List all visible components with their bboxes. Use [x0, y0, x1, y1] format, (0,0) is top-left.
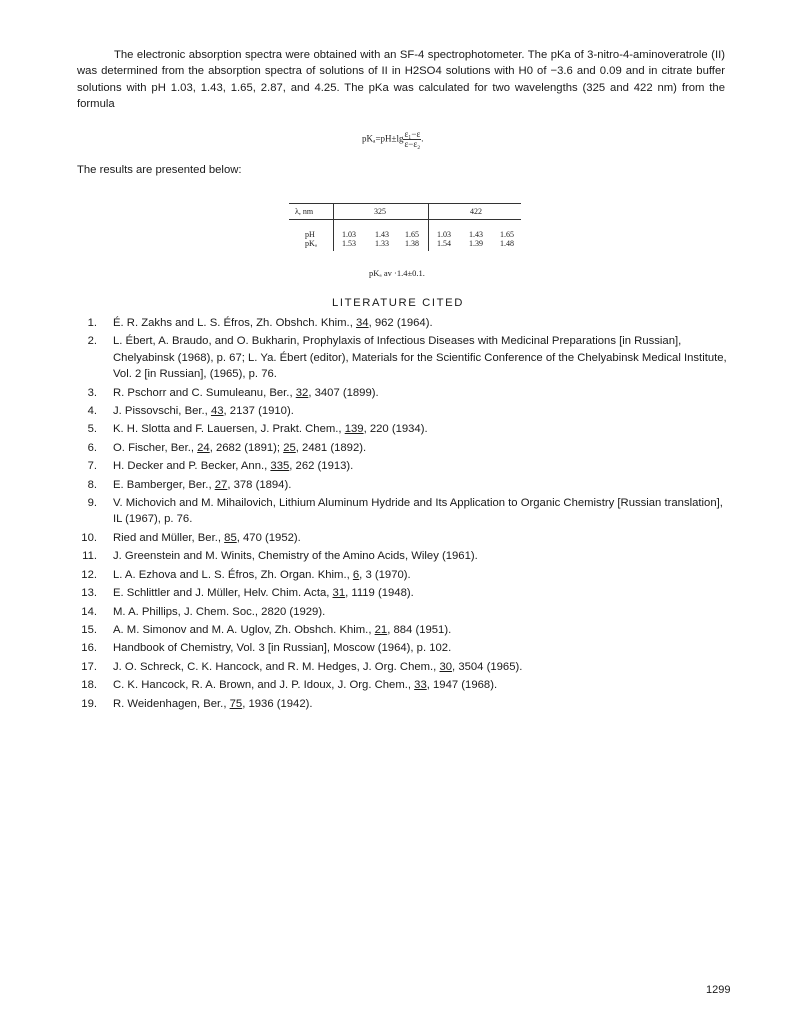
- reference-text: , 962 (1964).: [368, 317, 433, 329]
- table-cell: 1.65: [500, 230, 514, 239]
- table-cell: 1.43: [375, 230, 389, 239]
- reference-text: Handbook of Chemistry, Vol. 3 [in Russian], Moscow (1964), p. 102.: [113, 642, 452, 655]
- reference-number: 1.: [87, 317, 97, 329]
- table-cell: 1.03: [342, 230, 356, 239]
- reference-list: [77, 315, 727, 714]
- reference-number: 18.: [81, 679, 97, 692]
- reference-number: 13.: [81, 587, 97, 600]
- reference-item: [77, 530, 727, 546]
- reference-volume: 24: [197, 441, 210, 454]
- reference-item: [77, 585, 727, 601]
- reference-item: [77, 640, 727, 656]
- reference-text: Ried and Müller, Ber.,: [113, 531, 225, 544]
- reference-item: [77, 677, 727, 693]
- reference-number: 11.: [82, 550, 97, 563]
- reference-text: , 1947 (1968).: [426, 679, 498, 692]
- reference-item: [77, 458, 727, 474]
- reference-text: R. Weidenhagen, Ber.,: [113, 697, 230, 710]
- table-wavelength-divider: [428, 203, 429, 251]
- reference-text: , 3504 (1965).: [452, 660, 523, 673]
- page-number: 1299: [706, 984, 731, 996]
- reference-number: 16.: [81, 642, 97, 655]
- reference-text: E. Schlittler and J. Müller, Helv. Chim. Acta,: [113, 587, 333, 600]
- table-row-label-ph: pH: [305, 230, 315, 239]
- reference-text: , 2481 (1892).: [295, 441, 367, 454]
- reference-item: [77, 495, 727, 528]
- reference-text: É. R. Zakhs and L. S. Éfros, Zh. Obshch. Khim.,: [113, 317, 356, 329]
- reference-volume: 34: [355, 317, 369, 329]
- reference-text: , 220 (1934).: [363, 423, 428, 436]
- formula-numerator: ε₁−ε: [404, 129, 421, 139]
- reference-item: [77, 333, 727, 382]
- reference-item: [77, 567, 727, 583]
- reference-number: 12.: [81, 568, 97, 581]
- reference-text: A. M. Simonov and M. A. Uglov, Zh. Obshch. Khim.,: [113, 623, 375, 636]
- reference-text: , 470 (1952).: [236, 531, 301, 544]
- reference-volume: 75: [229, 697, 243, 710]
- table-cell: 1.43: [469, 230, 483, 239]
- formula-lhs: pKₐ=pH±lg: [362, 133, 404, 144]
- reference-volume: 139: [344, 423, 364, 436]
- reference-volume: 31: [332, 587, 346, 600]
- reference-volume: 85: [224, 531, 237, 544]
- reference-text: , 1119 (1948).: [345, 587, 414, 600]
- reference-item: [77, 622, 727, 638]
- table-cell: 1.65: [405, 230, 419, 239]
- reference-text: V. Michovich and M. Mihailovich, Lithium Aluminum Hydride and Its Application to Organic Chemistry [Russian translation], IL (1967), p. 76.: [113, 497, 723, 526]
- reference-text: L. Ébert, A. Braudo, and O. Bukharin, Prophylaxis of Infectious Diseases with Medicinal Preparations [in Russian], Chelyabinsk (1968), p. 67; L. Ya. Ébert (editor), Materials for the Scientific Conference of the Chelyabinsk Medical Institute, Vol. 2 [in Russian], (1965), p. 76.: [113, 335, 727, 381]
- table-cell: 1.39: [469, 239, 483, 248]
- reference-volume: 25: [283, 441, 296, 454]
- reference-item: [77, 659, 727, 675]
- reference-item: [77, 548, 727, 564]
- reference-item: [77, 385, 727, 401]
- reference-volume: 32: [295, 386, 309, 399]
- reference-number: 9.: [87, 497, 97, 510]
- formula-fraction: [403, 129, 424, 149]
- reference-number: 7.: [87, 460, 97, 473]
- reference-number: 8.: [87, 478, 97, 491]
- table-cell: 1.03: [437, 230, 451, 239]
- reference-text: , 378 (1894).: [227, 478, 292, 491]
- reference-text: E. Bamberger, Ber.,: [113, 478, 215, 491]
- table-cell: 1.48: [500, 239, 514, 248]
- reference-text: , 1936 (1942).: [242, 697, 313, 710]
- reference-number: 10.: [81, 531, 97, 544]
- reference-text: C. K. Hancock, R. A. Brown, and J. P. Idoux, J. Org. Chem.,: [113, 679, 415, 692]
- reference-text: , 262 (1913).: [289, 460, 354, 473]
- table-top-rule: [289, 203, 521, 204]
- reference-item: [77, 604, 727, 620]
- table-row-label-pka: pKₐ: [305, 239, 317, 248]
- table-cell: 1.33: [375, 239, 389, 248]
- average-pka: pKₐ av ·1.4±0.1.: [369, 268, 425, 278]
- reference-number: 15.: [81, 623, 97, 636]
- reference-text: J. O. Schreck, C. K. Hancock, and R. M. Hedges, J. Org. Chem.,: [113, 660, 440, 673]
- reference-item: [77, 440, 727, 456]
- reference-text: J. Greenstein and M. Winits, Chemistry of the Amino Acids, Wiley (1961).: [113, 550, 478, 563]
- reference-volume: 27: [214, 478, 228, 491]
- reference-number: 3.: [87, 386, 97, 399]
- table-header-rule: [289, 219, 521, 220]
- reference-text: , 2682 (1891);: [209, 441, 284, 454]
- table-cell: 1.38: [405, 239, 419, 248]
- pka-formula: [362, 130, 482, 149]
- reference-number: 5.: [87, 423, 97, 436]
- table-wavelength-422: 422: [470, 207, 482, 216]
- reference-volume: 6: [352, 568, 360, 581]
- reference-text: O. Fischer, Ber.,: [113, 441, 198, 454]
- formula-trailing: .: [421, 133, 424, 144]
- results-intro: The results are presented below:: [77, 164, 242, 176]
- reference-item: [77, 477, 727, 493]
- reference-number: 6.: [87, 441, 97, 454]
- reference-text: R. Pschorr and C. Sumuleanu, Ber.,: [113, 386, 296, 399]
- reference-text: L. A. Ezhova and L. S. Éfros, Zh. Organ. Khim.,: [113, 568, 353, 581]
- literature-heading: LITERATURE CITED: [331, 297, 465, 309]
- reference-text: K. H. Slotta and F. Lauersen, J. Prakt. Chem.,: [113, 423, 345, 436]
- reference-text: H. Decker and P. Becker, Ann.,: [113, 460, 271, 473]
- reference-item: [77, 315, 727, 331]
- reference-text: , 3 (1970).: [359, 568, 411, 581]
- reference-volume: 43: [210, 405, 224, 418]
- reference-volume: 30: [439, 660, 453, 673]
- reference-volume: 33: [414, 679, 427, 692]
- reference-number: 17.: [81, 660, 97, 673]
- table-header-label: λ, nm: [295, 207, 314, 216]
- reference-item: [77, 421, 727, 437]
- reference-text: , 884 (1951).: [387, 623, 452, 636]
- intro-paragraph: The electronic absorption spectra were obtained with an SF-4 spectrophotometer. The pKa of 3-nitro-4-aminoveratrole (II) was determined from the absorption spectra of solutions of II in H2SO4 solutions with H0 of −3.6 and 0.09 and in citrate buffer solutions with pH 1.03, 1.43, 1.65, 2.87, and 4.25. The pKa was calculated for two wavelengths (325 and 422 nm) from the formula: [77, 49, 725, 111]
- formula-denominator: ε−ε₂: [404, 139, 421, 149]
- reference-number: 14.: [81, 605, 97, 618]
- reference-number: 19.: [81, 697, 97, 710]
- reference-number: 2.: [87, 335, 97, 348]
- reference-text: , 3407 (1899).: [308, 386, 379, 399]
- reference-volume: 21: [374, 623, 388, 636]
- reference-text: M. A. Phillips, J. Chem. Soc., 2820 (1929).: [113, 605, 326, 618]
- table-cell: 1.53: [342, 239, 356, 248]
- reference-item: [77, 696, 727, 712]
- table-wavelength-325: 325: [374, 207, 386, 216]
- reference-text: , 2137 (1910).: [223, 405, 294, 418]
- reference-item: [77, 403, 727, 419]
- reference-volume: 335: [270, 460, 290, 473]
- reference-text: J. Pissovschi, Ber.,: [113, 405, 211, 418]
- table-label-divider: [333, 203, 334, 251]
- reference-number: 4.: [87, 405, 97, 418]
- table-cell: 1.54: [437, 239, 451, 248]
